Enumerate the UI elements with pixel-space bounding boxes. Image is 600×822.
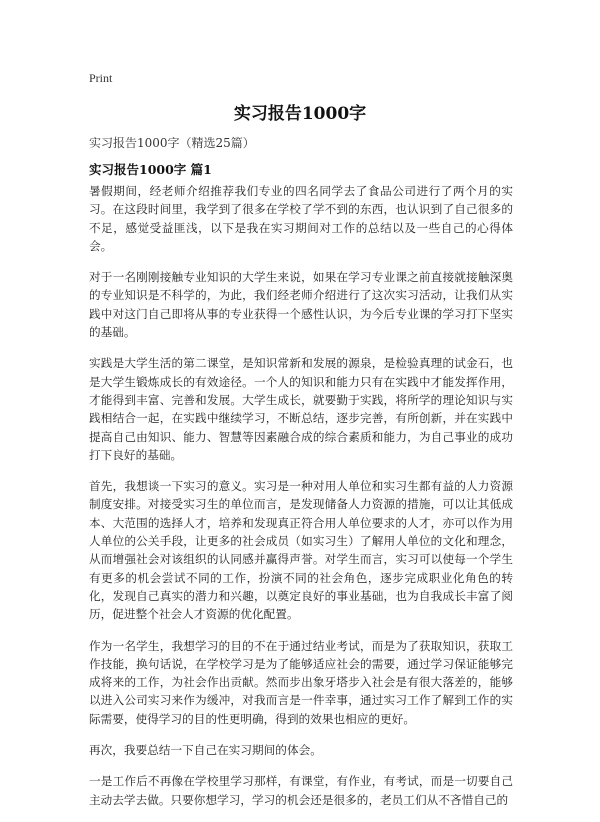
paragraph-6: 再次，我要总结一下自己在实习期间的体会。 bbox=[89, 743, 322, 758]
paragraph-1: 暑假期间，经老师介绍推荐我们专业的四名同学去了食品公司进行了两个月的实习。在这段时间里，我学到了很多在学校了学不到的东西，也认识到了自己很多的不足，感觉受益匪浅，以下是我在实习期间对工作的总结以及一些自己的心得体会。 bbox=[89, 184, 513, 253]
body-text bbox=[89, 182, 513, 822]
paragraph-4: 首先，我想谈一下实习的意义。实习是一种对用人单位和实习生都有益的人力资源制度安排。对接受实习生的单位而言，是发现储备人力资源的措施，可以让其低成本、大范围的选择人才，培养和发现真正符合用人单位要求的人才，亦可以作为用人单位的公关手段，让更多的社会成员（如实习生）了解用人单位的文化和理念，从而增强社会对该组织的认同感并赢得声誉。对学生而言，实习可以使每一个学生有更多的机会尝试不同的工作，扮演不同的社会角色，逐步完成职业化角色的转化，发现自己真实的潜力和兴趣，以奠定良好的事业基础，也为自我成长丰富了阅历，促进整个社会人才资源的优化配置。 bbox=[89, 479, 513, 622]
print-label: Print bbox=[89, 71, 113, 85]
paragraph-5: 作为一名学生，我想学习的目的不在于通过结业考试，而是为了获取知识，获取工作技能，换句话说，在学校学习是为了能够适应社会的需要，通过学习保证能够完成将来的工作，为社会作出贡献。然而步出象牙塔步入社会是有很大落差的，能够以进入公司实习来作为缓冲，对我而言是一件幸事，通过实习工作了解到工作的实际需要，使得学习的目的性更明确，得到的效果也相应的更好。 bbox=[89, 638, 513, 726]
paragraph-7: 一是工作后不再像在学校里学习那样，有课堂，有作业，有考试，而是一切要自己主动去学去做。只要你想学习，学习的机会还是很多的，老员工们从不吝惜自己的 bbox=[89, 774, 513, 807]
document-subtitle: 实习报告1000字（精选25篇） bbox=[89, 136, 255, 150]
paragraph-2: 对于一名刚刚接触专业知识的大学生来说，如果在学习专业课之前直接就接触深奥的专业知识是不科学的，为此，我们经老师介绍进行了这次实习活动，让我们从实践中对这门自己即将从事的专业获得一个感性认识，为今后专业课的学习打下坚实的基础。 bbox=[89, 270, 513, 340]
document-title: 实习报告1000字 bbox=[233, 104, 367, 124]
paragraph-3: 实践是大学生活的第二课堂，是知识常新和发展的源泉，是检验真理的试金石，也是大学生锻炼成长的有效途径。一个人的知识和能力只有在实践中才能发挥作用，才能得到丰富、完善和发展。大学生成长，就要勤于实践，将所学的理论知识与实践相结合一起，在实践中继续学习，不断总结，逐步完善，有所创新，并在实践中提高自己由知识、能力、智慧等因素融合成的综合素质和能力，为自己事业的成功打下良好的基础。 bbox=[89, 356, 513, 462]
section-heading: 实习报告1000字 篇1 bbox=[89, 162, 212, 177]
